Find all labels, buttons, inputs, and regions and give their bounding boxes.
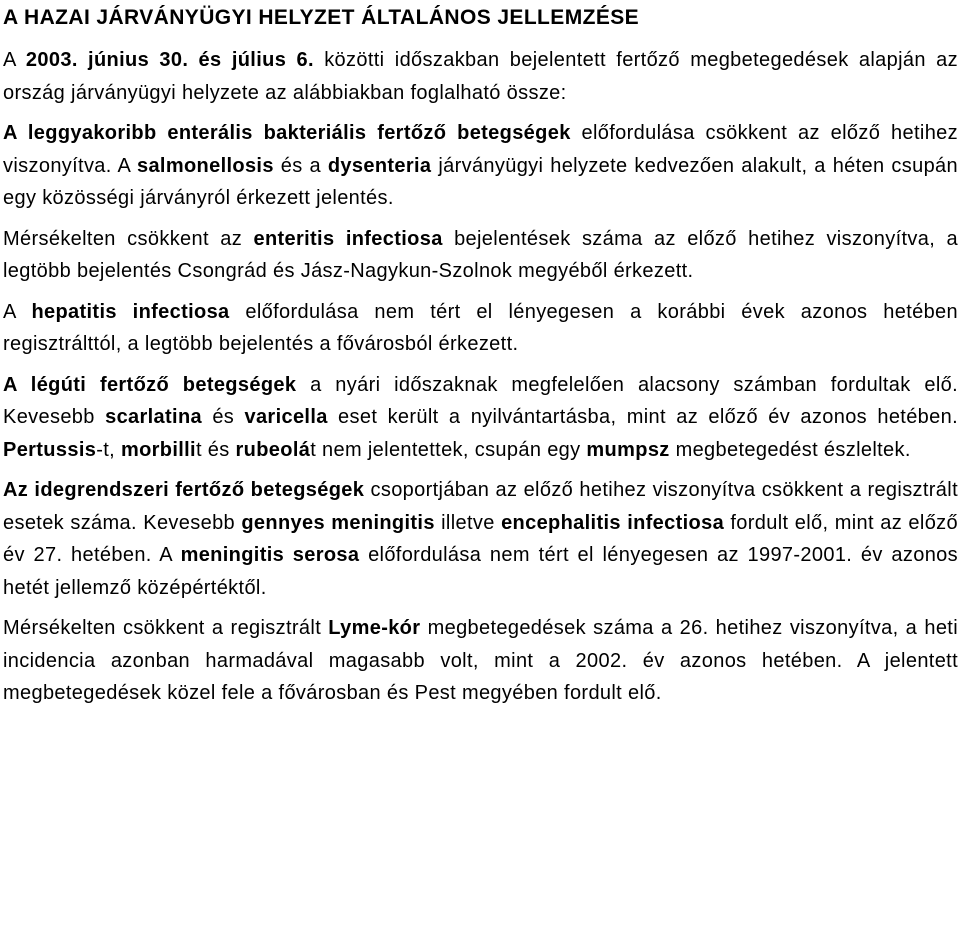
text-run: előfordulása nem tért el lényegesen az 1997-2001. év azonos hetét jellemző középértéktől. [3, 544, 959, 599]
bold-text: hepatitis infectiosa [31, 300, 230, 323]
text-run: megbetegedések száma a 26. hetihez viszonyítva, a heti incidencia azonban harmadával magasabb volt, mint a 2002. év azonos hetében. A jelentett megbetegedések közel fele a fővárosban és Pest megyében fordult elő. [3, 617, 958, 704]
text-run: A [3, 49, 26, 71]
paragraph [3, 117, 958, 215]
document-title: A HAZAI JÁRVÁNYÜGYI HELYZET ÁLTALÁNOS JELLEMZÉSE [3, 6, 640, 29]
bold-text: varicella [244, 406, 328, 428]
text-run: t és [195, 438, 236, 461]
text-run: Mérsékelten csökkent a regisztrált [3, 617, 329, 639]
text-run: járványügyi helyzete kedvezően alakult, a héten csupán egy közösségi járványról érkezett jelentés. [3, 154, 958, 209]
bold-text: encephalitis infectiosa [501, 511, 725, 534]
text-run: a nyári időszaknak megfelelően alacsony számban fordultak elő. Kevesebb [3, 373, 958, 428]
text-run: és a [273, 154, 328, 177]
text-run: közötti időszakban bejelentett fertőző megbetegedések alapján az ország járványügyi helyzete az alábbiakban foglalható össze: [3, 49, 958, 104]
paragraph [3, 369, 958, 467]
text-run: csoportjában az előző hetihez viszonyítva csökkent a regisztrált esetek száma. Kevesebb [3, 479, 958, 534]
bold-text: A légúti fertőző betegségek [3, 373, 297, 396]
text-run: és [201, 406, 245, 428]
paragraph [3, 44, 958, 109]
text-run: megbetegedést észleltek. [669, 438, 911, 461]
text-run: eset került a nyilvántartásba, mint az előző év azonos hetében. [327, 406, 959, 428]
text-run: előfordulása csökkent az előző hetihez viszonyítva. A [3, 122, 958, 177]
bold-text: dysenteria [327, 154, 432, 177]
bold-text: gennyes meningitis [241, 511, 435, 534]
text-run: Mérsékelten csökkent az [3, 227, 254, 250]
bold-text: salmonellosis [136, 154, 274, 177]
bold-text: A leggyakoribb enterális bakteriális fertőző betegségek [3, 122, 571, 144]
bold-text: enteritis infectiosa [253, 227, 443, 250]
paragraph [3, 474, 958, 604]
bold-text: Pertussis [3, 438, 97, 461]
paragraph [3, 296, 958, 361]
bold-text: meningitis serosa [180, 544, 360, 566]
document-body [3, 44, 958, 710]
bold-text: Lyme-kór [328, 617, 421, 639]
bold-text: mumpsz [586, 438, 670, 461]
text-run: fordult elő, mint az előző év 27. hetében. A [3, 511, 958, 566]
bold-text: rubeolá [235, 438, 311, 461]
text-run: -t, [96, 438, 121, 461]
paragraph [3, 612, 958, 710]
bold-text: morbilli [120, 438, 196, 461]
text-run: illetve [434, 511, 502, 534]
bold-text: scarlatina [105, 406, 202, 428]
bold-text: 2003. június 30. és július 6. [25, 49, 314, 71]
text-run: előfordulása nem tért el lényegesen a korábbi évek azonos hetében regisztrálttól, a legtöbb bejelentés a fővárosból érkezett. [3, 300, 958, 355]
bold-text: Az idegrendszeri fertőző betegségek [3, 479, 365, 501]
text-run: t nem jelentettek, csupán egy [310, 438, 587, 461]
paragraph [3, 223, 958, 288]
text-run: A [3, 300, 32, 323]
text-run: bejelentések száma az előző hetihez viszonyítva, a legtöbb bejelentés Csongrád és Jász-Nagykun-Szolnok megyéből érkezett. [3, 227, 958, 282]
